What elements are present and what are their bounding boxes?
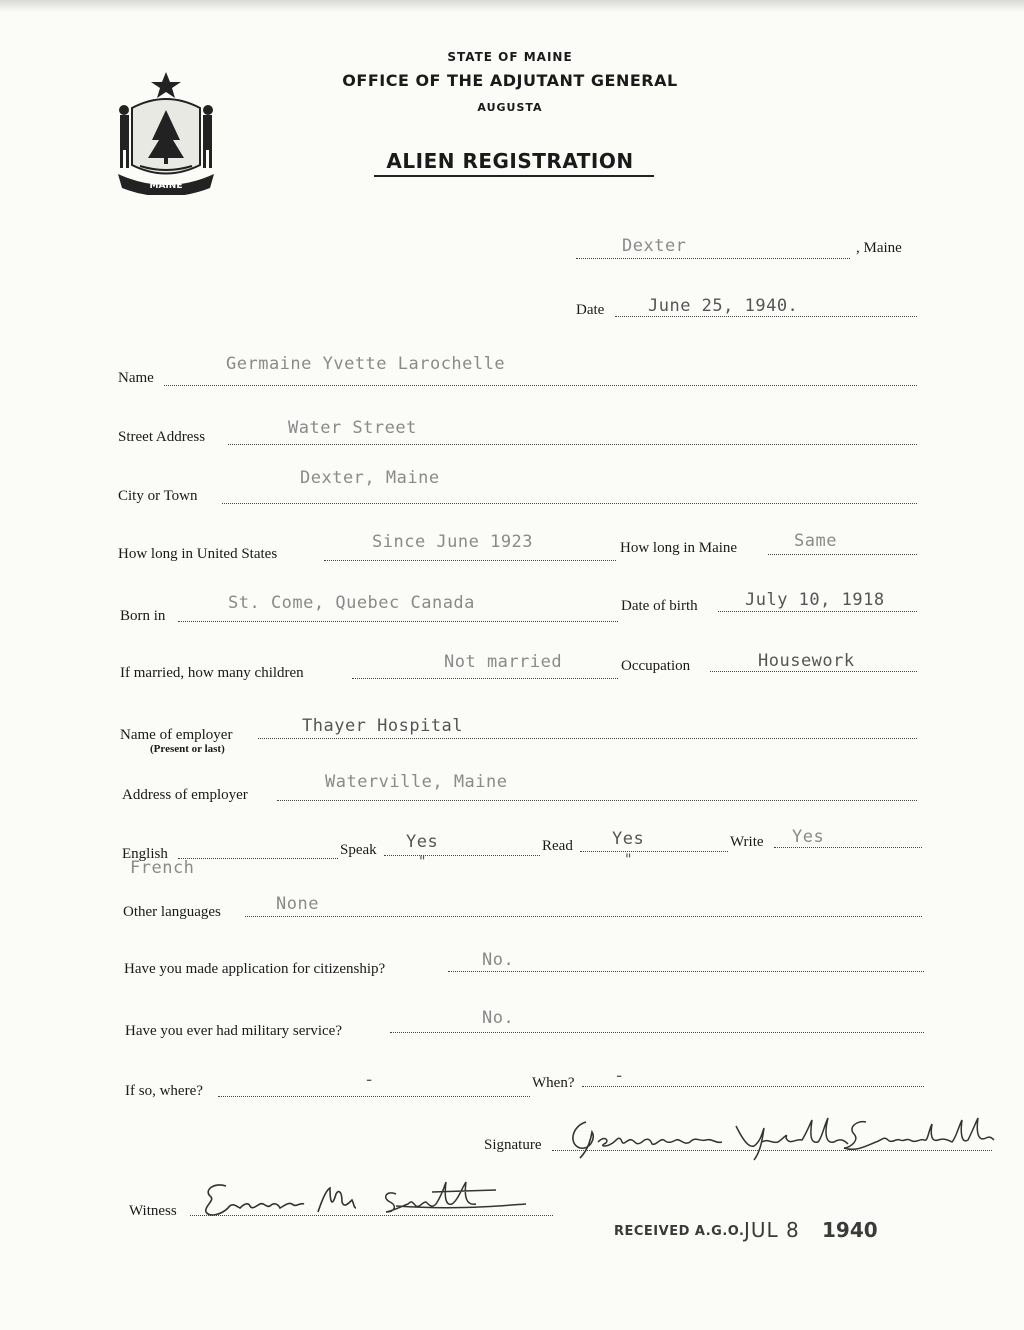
date-of-birth-label: Date of birth <box>621 598 698 614</box>
city-value: Dexter, Maine <box>300 468 440 488</box>
place-suffix: , Maine <box>856 240 902 256</box>
name-line <box>164 385 917 386</box>
write-value: Yes <box>792 827 825 847</box>
other-languages-value: None <box>276 894 319 914</box>
military-label: Have you ever had military service? <box>125 1023 342 1039</box>
employer-address-line <box>277 800 917 801</box>
when-label: When? <box>532 1075 575 1091</box>
name-label: Name <box>118 370 154 386</box>
when-value: - <box>614 1066 625 1086</box>
how-long-maine-value: Same <box>794 531 837 551</box>
signature-label: Signature <box>484 1137 542 1153</box>
citizenship-line <box>448 971 924 972</box>
born-in-label: Born in <box>120 608 166 624</box>
write-label: Write <box>730 834 764 850</box>
employer-sublabel: (Present or last) <box>150 743 225 755</box>
write-line <box>774 847 922 848</box>
born-in-value: St. Come, Quebec Canada <box>228 593 475 613</box>
children-label: If married, how many children <box>120 665 304 681</box>
received-stamp: RECEIVED A.G.O. <box>614 1224 745 1239</box>
french-value: French <box>130 858 195 878</box>
other-languages-line <box>245 916 922 917</box>
how-long-maine-line <box>768 554 917 555</box>
military-value: No. <box>482 1008 515 1028</box>
read-line <box>580 851 728 852</box>
employer-value: Thayer Hospital <box>302 716 464 736</box>
employer-label: Name of employer <box>120 727 233 743</box>
signature-handwriting-icon <box>566 1108 998 1164</box>
speak-line <box>384 855 540 856</box>
city-line <box>222 503 917 504</box>
scan-edge <box>0 0 1024 12</box>
citizenship-value: No. <box>482 950 515 970</box>
read-value: Yes <box>612 829 645 849</box>
occupation-label: Occupation <box>621 658 691 674</box>
date-of-birth-value: July 10, 1918 <box>745 590 885 610</box>
speak-ditto: " <box>418 854 427 870</box>
name-value: Germaine Yvette Larochelle <box>226 354 506 374</box>
date-label: Date <box>576 302 605 318</box>
occupation-line <box>710 671 917 672</box>
how-long-us-label: How long in United States <box>118 546 278 562</box>
employer-line <box>258 738 917 739</box>
received-stamp-date: JUL 8 <box>744 1218 800 1242</box>
employer-address-label: Address of employer <box>122 787 248 803</box>
seal-text: MAINE <box>149 181 183 191</box>
place-value: Dexter <box>622 236 687 256</box>
received-stamp-year: 1940 <box>822 1218 878 1242</box>
when-line <box>582 1086 924 1087</box>
witness-label: Witness <box>129 1203 177 1219</box>
date-value: June 25, 1940. <box>648 296 799 316</box>
witness-handwriting-icon <box>196 1172 532 1224</box>
street-line <box>228 444 917 445</box>
children-value: Not married <box>444 652 563 672</box>
english-line <box>178 858 338 859</box>
occupation-value: Housework <box>758 651 855 671</box>
how-long-us-line <box>324 560 616 561</box>
header-office: OFFICE OF THE ADJUTANT GENERAL <box>342 71 678 90</box>
where-label: If so, where? <box>125 1083 203 1099</box>
english-label: English <box>122 846 168 862</box>
how-long-maine-label: How long in Maine <box>620 540 738 556</box>
header-city: AUGUSTA <box>477 101 543 114</box>
date-line <box>615 316 917 317</box>
state-of-maine-seal-icon <box>112 70 220 195</box>
title-underline <box>374 175 654 177</box>
citizenship-label: Have you made application for citizenship? <box>124 961 386 977</box>
where-line <box>218 1096 530 1097</box>
where-value: - <box>364 1070 375 1090</box>
read-ditto: " <box>624 852 633 868</box>
header-state: STATE OF MAINE <box>447 50 573 64</box>
city-label: City or Town <box>118 488 198 504</box>
speak-label: Speak <box>340 842 377 858</box>
children-line <box>352 678 618 679</box>
place-line <box>576 258 850 259</box>
street-label: Street Address <box>118 429 206 445</box>
employer-address-value: Waterville, Maine <box>325 772 508 792</box>
read-label: Read <box>542 838 573 854</box>
form-title: ALIEN REGISTRATION <box>386 149 634 173</box>
date-of-birth-line <box>718 611 917 612</box>
how-long-us-value: Since June 1923 <box>372 532 534 552</box>
speak-value: Yes <box>406 832 439 852</box>
street-value: Water Street <box>288 418 417 438</box>
born-in-line <box>178 621 618 622</box>
other-languages-label: Other languages <box>123 904 221 920</box>
military-line <box>390 1032 924 1033</box>
